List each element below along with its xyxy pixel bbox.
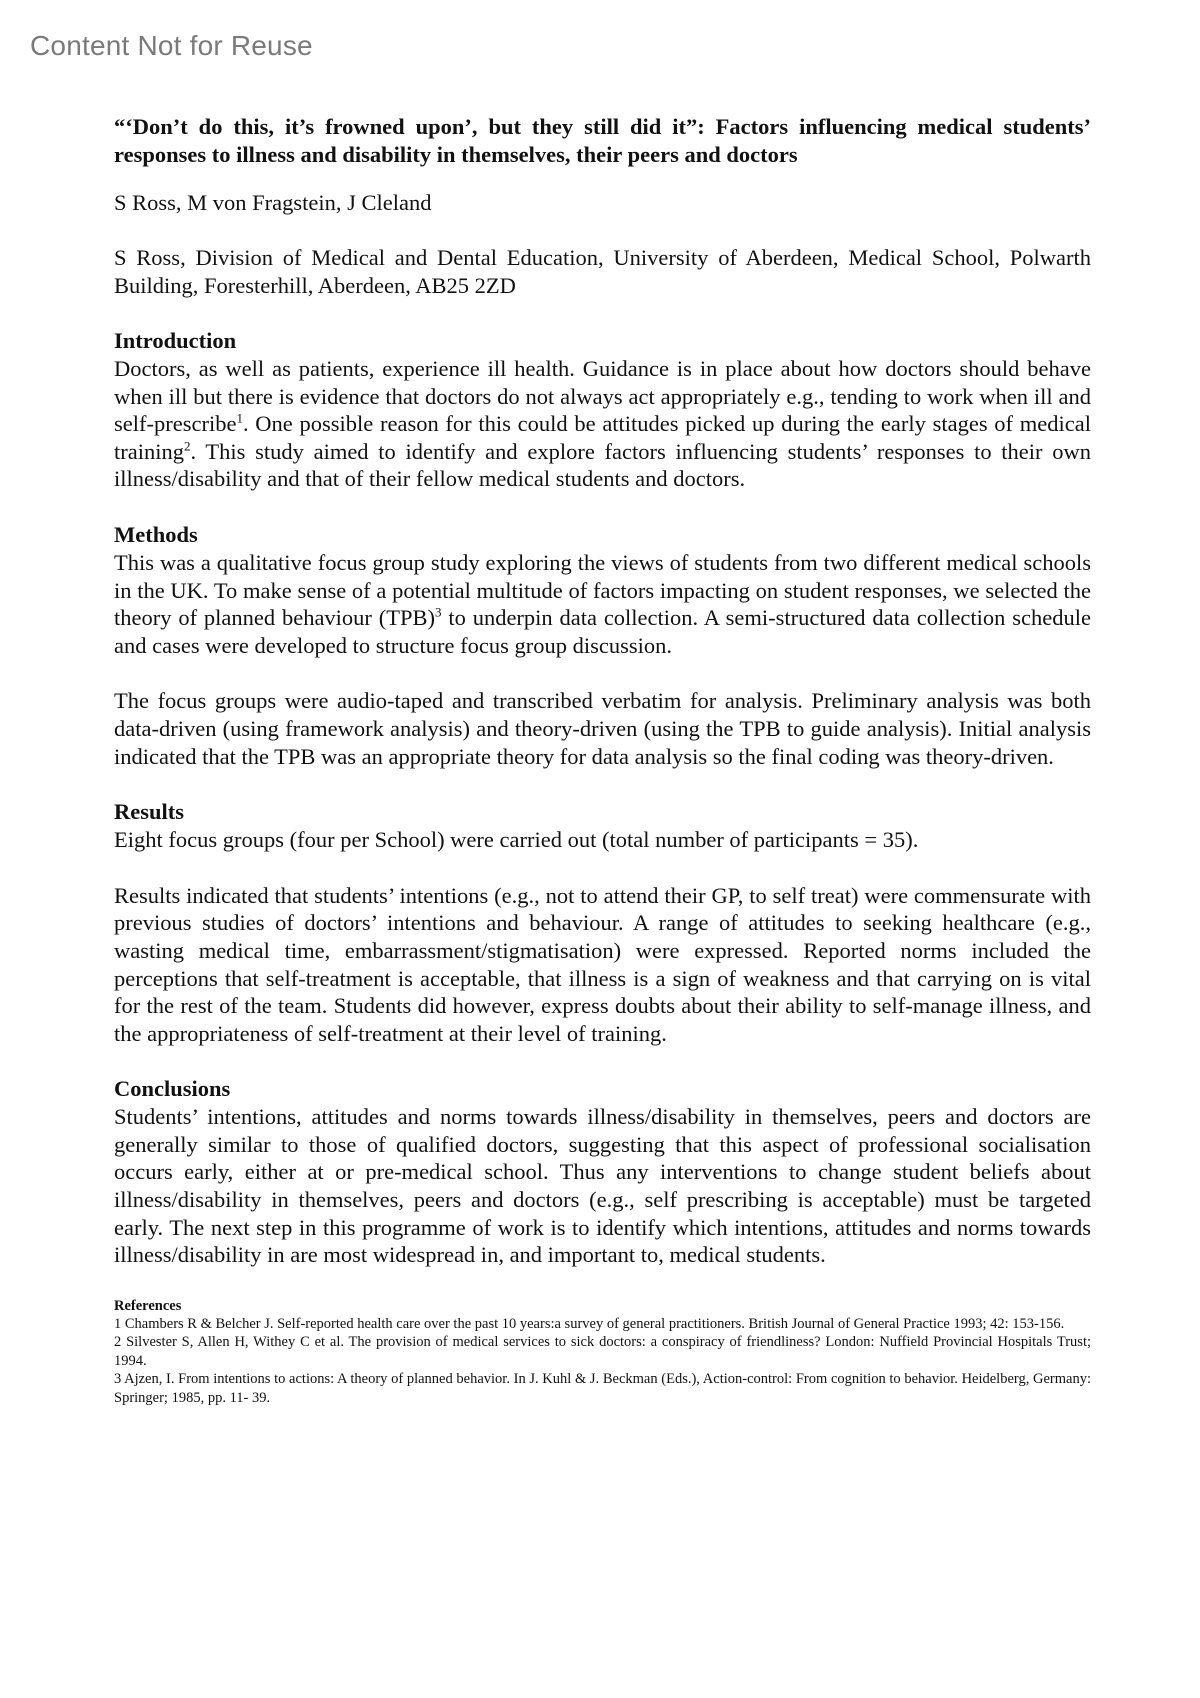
methods-text-part-2: to underpin data collection. A semi-structured data collection schedule and cases were developed to structure focus group discussion. [114,605,1091,658]
methods-text-part-1: This was a qualitative focus group study exploring the views of students from two different medical schools in the UK. To make sense of a potential multitude of factors impacting on student responses, we selected the theory of planned behaviour (TPB) [114,549,1091,631]
paper-title: “‘Don’t do this, it’s frowned upon’, but they still did it”: Factors influencing medical students’ responses to illness and disability in themselves, their peers and doctors [114,114,1091,167]
methods-section [114,521,1091,770]
reference-item-2: 2 Silvester S, Allen H, Withey C et al. The provision of medical services to sick doctors: a conspiracy of friendliness? London: Nuffield Provincial Hospitals Trust; 1994. [114,1334,1091,1369]
introduction-text-part-2: . One possible reason for this could be attitudes picked up during the early stages of medical training [114,411,1091,464]
references-heading: References [114,1297,182,1314]
introduction-text-part-3: . This study aimed to identify and explore factors influencing students’ responses to their own illness/disability and that of their fellow medical students and doctors. [114,438,1091,492]
references-section [114,1297,1091,1408]
reference-item-1: 1 Chambers R & Belcher J. Self-reported health care over the past 10 years:a survey of general practitioners. British Journal of General Practice 1993; 42: 153-156. [114,1315,1065,1332]
conclusions-heading: Conclusions [114,1076,231,1102]
introduction-text-part-1: Doctors, as well as patients, experience ill health. Guidance is in place about how doctors should behave when ill but there is evidence that doctors do not always act appropriately e.g., tending to work when ill and self-prescribe [114,356,1091,437]
results-paragraph-1: Eight focus groups (four per School) were carried out (total number of participants = 35). [114,827,919,853]
author-list: S Ross, M von Fragstein, J Cleland [114,190,432,215]
introduction-paragraph [114,355,1091,493]
results-heading: Results [114,799,185,825]
results-paragraph-2: Results indicated that students’ intentions (e.g., not to attend their GP, to self treat) were commensurate with previous studies of doctors’ intentions and behaviour. A range of attitudes to seeking healthcare (e.g., wasting medical time, embarrassment/stigmatisation) were expressed. Reported norms included the perceptions that self-treatment is acceptable, that illness is a sign of weakness and that carrying on is vital for the rest of the team. Students did however, express doubts about their ability to self-manage illness, and the appropriateness of self-treatment at their level of training. [114,882,1091,1046]
results-section [114,798,1091,1047]
citation-superscript-1: 1 [236,410,243,426]
conclusions-paragraph: Students’ intentions, attitudes and norms towards illness/disability in themselves, peers and doctors are generally similar to those of qualified doctors, suggesting that this aspect of professional socialisation occurs early, either at or pre-medical school. Thus any interventions to change student beliefs about illness/disability in themselves, peers and doctors (e.g., self prescribing is acceptable) must be targeted early. The next step in this programme of work is to identify which intentions, attitudes and norms towards illness/disability in are most widespread in, and important to, medical students. [114,1104,1091,1268]
watermark-text: Content Not for Reuse [30,30,313,61]
methods-heading: Methods [114,521,198,547]
reference-item-3: 3 Ajzen, I. From intentions to actions: A theory of planned behavior. In J. Kuhl & J. Beckman (Eds.), Action-control: From cognition to behavior. Heidelberg, Germany: Springer; 1985, pp. 11- 39. [114,1371,1091,1406]
introduction-heading: Introduction [114,328,237,353]
introduction-section [114,327,1091,493]
conclusions-section [114,1075,1091,1269]
abstract-page [114,113,1091,1407]
citation-superscript-3: 3 [435,604,442,620]
methods-paragraph-1 [114,549,1091,659]
methods-paragraph-2: The focus groups were audio-taped and transcribed verbatim for analysis. Preliminary analysis was both data-driven (using framework analysis) and theory-driven (using the TPB to guide analysis). Initial analysis indicated that the TPB was an appropriate theory for data analysis so the final coding was theory-driven. [114,688,1091,769]
author-affiliation: S Ross, Division of Medical and Dental Education, University of Aberdeen, Medical School, Polwarth Building, Foresterhill, Aberdeen, AB25 2ZD [114,245,1091,298]
citation-superscript-2: 2 [183,438,191,454]
